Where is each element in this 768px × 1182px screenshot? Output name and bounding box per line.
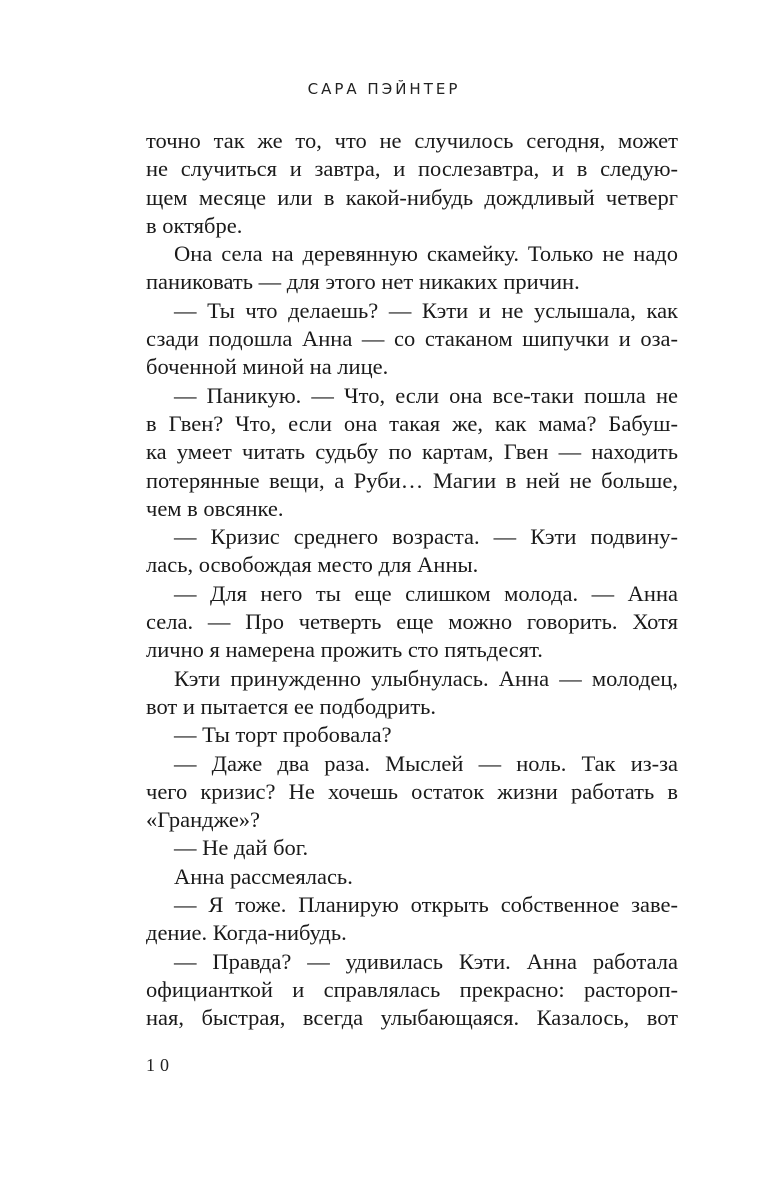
text-line: ка умеет читать судьбу по картам, Гвен — находить xyxy=(146,439,678,465)
text-line: паниковать — для этого нет никаких причин. xyxy=(146,269,580,295)
text-line: — Ты торт пробовала? xyxy=(174,722,392,748)
running-header-author: САРА ПЭЙНТЕР xyxy=(307,80,461,98)
text-line: — Для него ты еще слишком молода. — Анна xyxy=(174,580,678,606)
text-line: сзади подошла Анна — со стаканом шипучки и оза- xyxy=(146,326,678,352)
text-line: Кэти принужденно улыбнулась. Анна — молодец, xyxy=(174,665,678,691)
text-line: в Гвен? Что, если она такая же, как мама? Бабуш- xyxy=(146,410,678,436)
text-line: чего кризис? Не хочешь остаток жизни работать в xyxy=(146,778,678,804)
text-line: лично я намерена прожить сто пятьдесят. xyxy=(146,637,543,663)
text-line: — Не дай бог. xyxy=(174,835,309,861)
text-line: ная, быстрая, всегда улыбающаяся. Казалось, вот xyxy=(146,1005,678,1031)
text-line: официанткой и справлялась прекрасно: растороп- xyxy=(146,976,678,1002)
page-number: 10 xyxy=(146,1055,174,1075)
text-line: потерянные вещи, а Руби… Магии в ней не больше, xyxy=(146,467,678,493)
text-line: щем месяце или в какой-нибудь дождливый четверг xyxy=(146,184,678,210)
text-line: лась, освобождая место для Анны. xyxy=(146,552,479,578)
text-line: — Правда? — удивилась Кэти. Анна работала xyxy=(174,948,678,974)
text-line: в октябре. xyxy=(146,212,243,238)
text-line: боченной миной на лице. xyxy=(146,354,389,380)
text-line: — Паникую. — Что, если она все-таки пошла не xyxy=(174,382,678,408)
text-line: Анна рассмеялась. xyxy=(174,863,353,889)
page-body-text xyxy=(146,127,678,1033)
text-line: вот и пытается ее подбодрить. xyxy=(146,693,437,719)
text-line: Она села на деревянную скамейку. Только не надо xyxy=(174,241,678,267)
text-line: — Ты что делаешь? — Кэти и не услышала, как xyxy=(174,297,678,323)
text-line: «Грандже»? xyxy=(146,807,261,833)
text-line: дение. Когда-нибудь. xyxy=(146,920,347,946)
text-line: села. — Про четверть еще можно говорить. Хотя xyxy=(146,609,678,635)
text-line: точно так же то, что не случилось сегодня, может xyxy=(146,128,678,153)
text-line: не случиться и завтра, и послезавтра, и в следую- xyxy=(146,156,678,182)
text-line: — Даже два раза. Мыслей — ноль. Так из-за xyxy=(174,750,678,776)
text-line: чем в овсянке. xyxy=(146,495,284,521)
text-line: — Я тоже. Планирую открыть собственное заве- xyxy=(174,892,678,918)
text-line: — Кризис среднего возраста. — Кэти подвину- xyxy=(174,524,678,550)
